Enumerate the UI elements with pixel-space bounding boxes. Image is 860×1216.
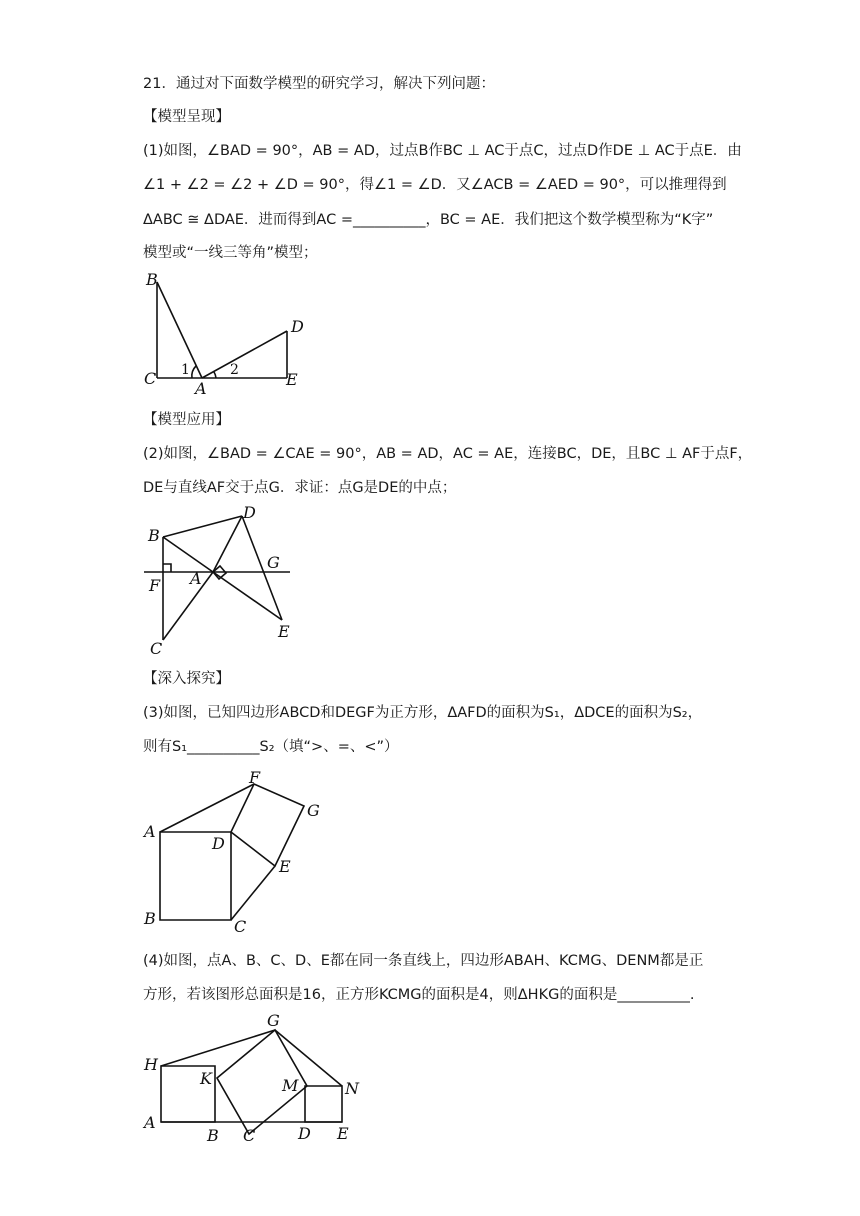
part4-line2: 方形，若该图形总面积是16，正方形KCMG的面积是4，则ΔHKG的面积是__________. bbox=[143, 987, 695, 1003]
figure-3 bbox=[140, 766, 330, 936]
square-degf bbox=[231, 784, 304, 866]
figure-4 bbox=[140, 1008, 370, 1148]
label-angle-1: 1 bbox=[181, 362, 190, 378]
label-e: E bbox=[337, 1124, 349, 1143]
label-c: C bbox=[243, 1126, 256, 1145]
label-angle-2: 2 bbox=[230, 362, 239, 378]
section-model-presentation: 【模型呈现】 bbox=[143, 109, 230, 125]
label-b: B bbox=[146, 270, 158, 289]
part3-line1: (3)如图，已知四边形ABCD和DEGF为正方形，ΔAFD的面积为S₁，ΔDCE的面积为S₂， bbox=[143, 705, 703, 721]
segment-ba bbox=[157, 282, 202, 378]
part1-line4: 模型或“一线三等角”模型； bbox=[143, 245, 318, 261]
angle-2-arc bbox=[214, 372, 216, 378]
segment-ae bbox=[213, 572, 282, 620]
label-b: B bbox=[207, 1126, 219, 1145]
label-f: F bbox=[149, 576, 161, 595]
segment-ad bbox=[213, 516, 242, 572]
label-k: K bbox=[200, 1069, 212, 1088]
part1-line2: ∠1 + ∠2 = ∠2 + ∠D = 90°，得∠1 = ∠D．又∠ACB = ∠AED = 90°，可以推理得到 bbox=[143, 177, 727, 193]
figure-2 bbox=[140, 500, 310, 660]
segment-ce bbox=[231, 866, 275, 920]
section-deep-exploration: 【深入探究】 bbox=[143, 671, 230, 687]
label-e: E bbox=[278, 622, 290, 641]
label-d: D bbox=[243, 503, 256, 522]
section-model-application: 【模型应用】 bbox=[143, 412, 230, 428]
figure-1-k-model bbox=[140, 268, 320, 398]
part1-line1: (1)如图，∠BAD = 90°，AB = AD，过点B作BC ⊥ AC于点C，过点D作DE ⊥ AC于点E．由 bbox=[143, 143, 742, 159]
label-e: E bbox=[286, 370, 298, 389]
label-f: F bbox=[249, 768, 261, 787]
label-d: D bbox=[212, 834, 225, 853]
part1-line3: ΔABC ≅ ΔDAE．进而得到AC =__________，BC = AE．我们把这个数学模型称为“K字” bbox=[143, 212, 714, 228]
label-n: N bbox=[345, 1079, 359, 1098]
label-a: A bbox=[195, 379, 207, 398]
segment-ca bbox=[163, 572, 213, 640]
label-a: A bbox=[190, 569, 202, 588]
label-b: B bbox=[144, 909, 156, 928]
part2-line1: (2)如图，∠BAD = ∠CAE = 90°，AB = AD，AC = AE，连接BC，DE，且BC ⊥ AF于点F， bbox=[143, 446, 753, 462]
part4-line1: (4)如图，点A、B、C、D、E都在同一条直线上，四边形ABAH、KCMG、DENM都是正 bbox=[143, 953, 704, 969]
label-d: D bbox=[291, 317, 304, 336]
label-d: D bbox=[298, 1124, 311, 1143]
question-header: 21．通过对下面数学模型的研究学习，解决下列问题： bbox=[143, 76, 495, 92]
right-angle-f bbox=[163, 564, 171, 572]
label-c: C bbox=[234, 917, 247, 936]
label-g: G bbox=[307, 801, 320, 820]
label-a: A bbox=[144, 1113, 156, 1132]
angle-1-arc bbox=[192, 366, 196, 378]
label-g: G bbox=[267, 553, 280, 572]
label-h: H bbox=[144, 1055, 158, 1074]
label-e: E bbox=[279, 857, 291, 876]
part3-line2: 则有S₁__________S₂（填“>、=、<”） bbox=[143, 739, 399, 755]
square-denm bbox=[305, 1086, 342, 1122]
label-m: M bbox=[282, 1076, 299, 1095]
label-c: C bbox=[150, 639, 163, 658]
segment-af bbox=[160, 784, 254, 832]
label-b: B bbox=[148, 526, 160, 545]
segment-hg bbox=[161, 1030, 275, 1066]
label-a: A bbox=[144, 822, 156, 841]
label-c: C bbox=[144, 369, 157, 388]
part2-line2: DE与直线AF交于点G．求证：点G是DE的中点； bbox=[143, 480, 457, 496]
segment-ad bbox=[202, 331, 287, 378]
segment-bd bbox=[163, 516, 242, 537]
label-g: G bbox=[267, 1011, 280, 1030]
